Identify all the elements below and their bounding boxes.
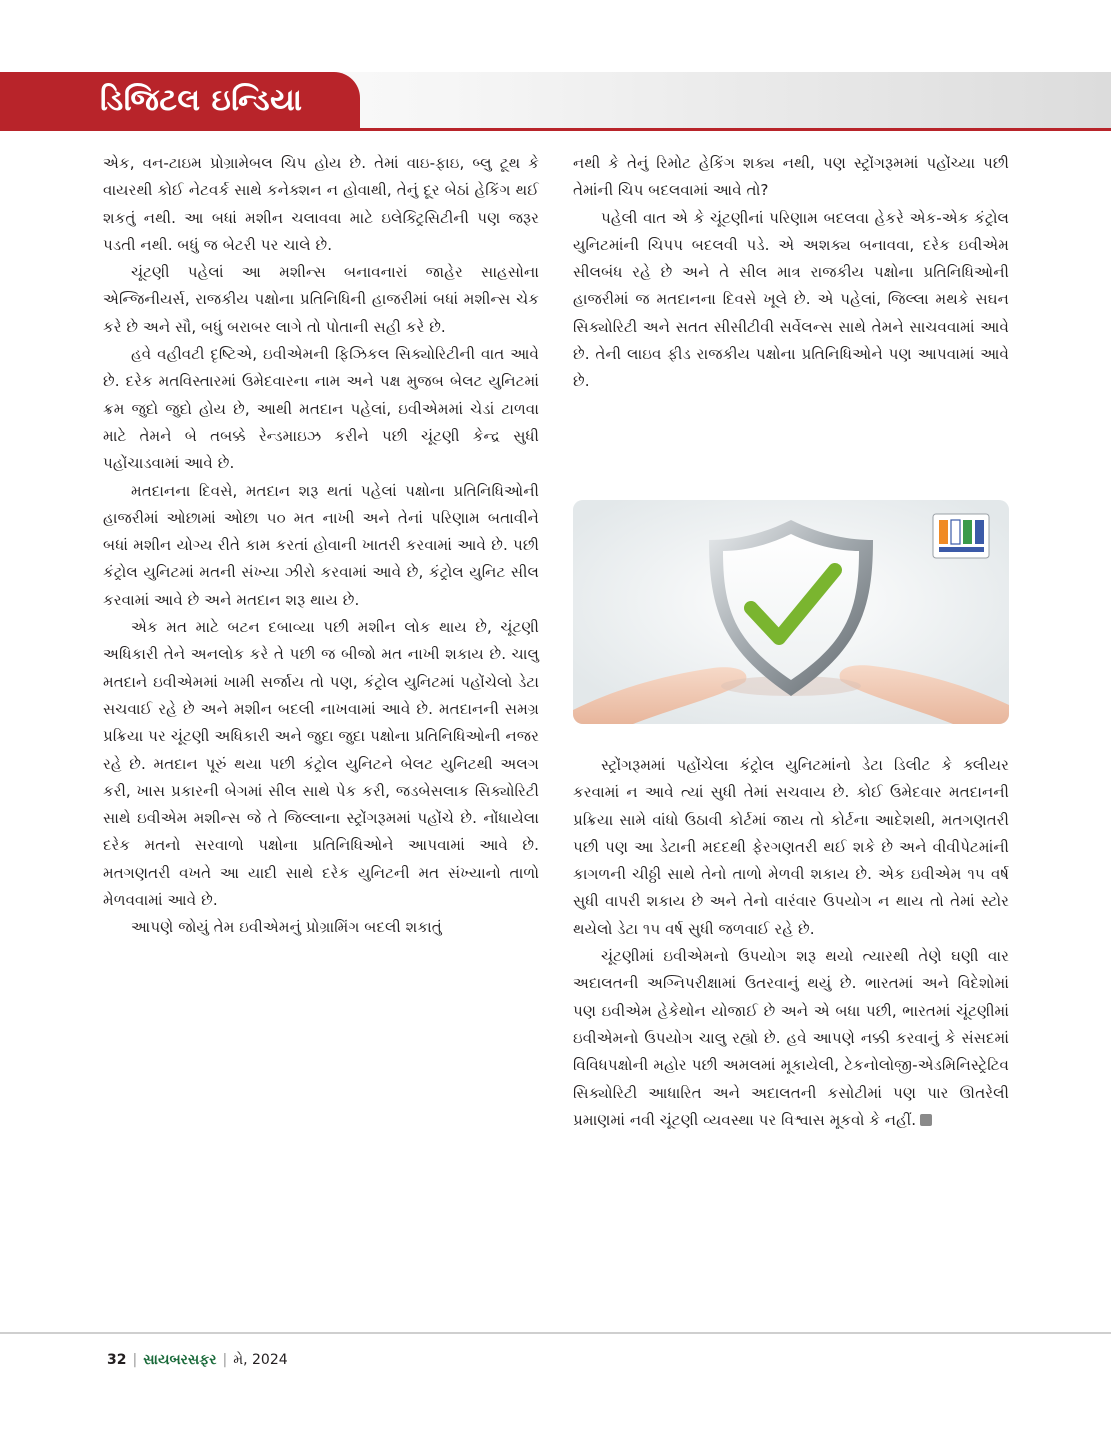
- paragraph: મતદાનના દિવસે, મતદાન શરૂ થતાં પહેલાં પક્ષોના પ્રતિનિધિઓની હાજરીમાં ઓછામાં ઓછા ૫૦ મત નાખી અને તેનાં પરિણામ બતાવીને બધાં મશીન યોગ્ય રીતે કામ કરતાં હોવાની ખાતરી કરવામાં આવે છે. પછી કંટ્રોલ યુનિટમાં મતની સંખ્યા ઝીરો કરવામાં આવે છે, કંટ્રોલ યુનિટ સીલ કરવામાં આવે છે અને મતદાન શરૂ થાય છે.: [103, 481, 539, 609]
- paragraph: આપણે જોયું તેમ ઇવીએમનું પ્રોગ્રામિંગ બદલી શકાતું: [131, 918, 442, 937]
- page-number: 32: [107, 1352, 127, 1368]
- paragraph: એક મત માટે બટન દબાવ્યા પછી મશીન લોક થાય છે, ચૂંટણી અધિકારી તેને અનલોક કરે તે પછી જ બીજો મત નાખી શકાય છે. ચાલુ મતદાને ઇવીએમમાં ખામી સર્જાય તો પણ, કંટ્રોલ યુનિટમાં પહોંચેલો ડેટા સચવાઈ રહે છે અને મશીન બદલી નાખવામાં આવે છે. મતદાનની સમગ્ર પ્રક્રિયા પર ચૂંટણી અધિકારી અને જુદા જુદા પક્ષોના પ્રતિનિધિઓની નજર રહે છે. મતદાન પૂરું થયા પછી કંટ્રોલ યુનિટને બેલટ યુનિટથી અલગ કરી, ખાસ પ્રકારની બેગમાં સીલ સાથે પેક કરી, જડબેસલાક સિક્યોરિટી સાથે ઇવીએમ મશીન્સ જે તે જિલ્લાના સ્ટ્રોંગરૂમમાં પહોંચે છે. નોંધાયેલા દરેક મતનો સરવાળો પક્ષોના પ્રતિનિધિઓને આપવામાં આવે છે. મતગણતરી વખતે આ યાદી સાથે દરેક યુનિટની મત સંખ્યાનો તાળો મેળવવામાં આવે છે.: [103, 618, 539, 910]
- paragraph-final: [573, 943, 1009, 1134]
- paragraph: એક, વન-ટાઇમ પ્રોગ્રામેબલ ચિપ હોય છે. તેમાં વાઇ-ફાઇ, બ્લુ ટૂથ કે વાયરથી કોઈ નેટવર્ક સાથે કનેક્શન ન હોવાથી, તેનું દૂર બેઠાં હેકિંગ થઈ શકતું નથી. આ બધાં મશીન ચલાવવા માટે ઇલેક્ટ્રિસિટીની પણ જરૂર પડતી નથી. બધું જ બેટરી પર ચાલે છે.: [103, 154, 539, 254]
- issue-date: મે, 2024: [233, 1352, 288, 1368]
- end-mark-icon: [920, 1114, 932, 1126]
- paragraph: હવે વહીવટી દૃષ્ટિએ, ઇવીએમની ફિઝિકલ સિક્યોરિટીની વાત આવે છે. દરેક મતવિસ્તારમાં ઉમેદવારના નામ અને પક્ષ મુજબ બેલટ યુનિટમાં ક્રમ જુદો જુદો હોય છે, આથી મતદાન પહેલાં, ઇવીએમમાં ચેડાં ટાળવા માટે તેમને બે તબક્કે રેન્ડમાઇઝ કરીને પછી ચૂંટણી કેન્દ્ર સુધી પહોંચાડવામાં આવે છે.: [103, 345, 539, 473]
- article-column-right-bottom: [573, 752, 1009, 1134]
- election-logo-icon: [933, 514, 989, 558]
- paragraph: સ્ટ્રોંગરૂમમાં પહોંચેલા કંટ્રોલ યુનિટમાંનો ડેટા ડિલીટ કે ક્લીયર કરવામાં ન આવે ત્યાં સુધી તેમાં સચવાય છે. કોઈ ઉમેદવાર મતદાનની પ્રક્રિયા સામે વાંધો ઉઠાવી કોર્ટમાં જાય તો કોર્ટના આદેશથી, મતગણતરી પછી પણ આ ડેટાની મદદથી ફેરગણતરી થઈ શકે છે અને વીવીપેટમાંની કાગળની ચીઠ્ઠી સાથે તેનો તાળો મેળવી શકાય છે. એક ઇવીએમ ૧૫ વર્ષ સુધી વાપરી શકાય છે અને તેનો વારંવાર ઉપયોગ ન થાય તો તેમાં સ્ટોર થયેલો ડેટા ૧૫ વર્ષ સુધી જળવાઈ રહે છે.: [573, 756, 1009, 938]
- paragraph: ચૂંટણી પહેલાં આ મશીન્સ બનાવનારાં જાહેર સાહસોના એન્જિનીયર્સ, રાજકીય પક્ષોના પ્રતિનિધિની હાજરીમાં બધાં મશીન્સ ચેક કરે છે અને સૌ, બધું બરાબર લાગે તો પોતાની સહી કરે છે.: [103, 263, 539, 336]
- paragraph: નથી કે તેનું રિમોટ હેકિંગ શક્ય નથી, પણ સ્ટ્રોંગરૂમમાં પહોંચ્યા પછી તેમાંની ચિપ બદલવામાં આવે તો?: [573, 154, 1009, 200]
- article-column-left: [103, 150, 539, 942]
- header-rule: [0, 128, 1111, 131]
- page-footer: [107, 1350, 288, 1370]
- section-title: ડિજિટલ ઇન્ડિયા: [100, 83, 303, 118]
- footer-separator: |: [132, 1352, 138, 1368]
- magazine-name: સાયબરસફર: [143, 1352, 217, 1368]
- paragraph: પહેલી વાત એ કે ચૂંટણીનાં પરિણામ બદલવા હેકરે એક-એક કંટ્રોલ યુનિટમાંની ચિપપ બદલવી પડે. એ અશક્ય બનાવવા, દરેક ઇવીએમ સીલબંધ રહે છે અને તે સીલ માત્ર રાજકીય પક્ષોના પ્રતિનિધિઓની હાજરીમાં જ મતદાનના દિવસે ખૂલે છે. એ પહેલાં, જિલ્લા મથકે સઘન સિક્યોરિટી અને સતત સીસીટીવી સર્વેલન્સ સાથે તેમને સાચવવામાં આવે છે. તેની લાઇવ ફીડ રાજકીય પક્ષોના પ્રતિનિધિઓને પણ આપવામાં આવે છે.: [573, 208, 1009, 391]
- final-text: ચૂંટણીમાં ઇવીએમનો ઉપયોગ શરૂ થયો ત્યારથી તેણે ઘણી વાર અદાલતની અગ્નિપરીક્ષામાં ઉતરવાનું થયું છે. ભારતમાં અને વિદેશોમાં પણ ઇવીએમ હેકેથોન યોજાઈ છે અને એ બધા પછી, ભારતમાં ચૂંટણીમાં ઇવીએમનો ઉપયોગ ચાલુ રહ્યો છે. હવે આપણે નક્કી કરવાનું કે સંસદમાં વિવિધપક્ષોની મહોર પછી અમલમાં મૂકાયેલી, ટેકનોલોજી-એડમિનિસ્ટ્રેટિવ સિક્યોરિટી આધારિત અને અદાલતની કસોટીમાં પણ પાર ઊતરેલી પ્રમાણમાં નવી ચૂંટણી વ્યવસ્થા પર વિશ્વાસ મૂકવો કે નહીં.: [573, 947, 1009, 1129]
- footer-rule: [0, 1332, 1111, 1334]
- shield-check-illustration: [573, 500, 1009, 724]
- footer-separator: |: [222, 1352, 228, 1368]
- article-illustration: [573, 500, 1009, 724]
- article-column-right-top: [573, 150, 1009, 396]
